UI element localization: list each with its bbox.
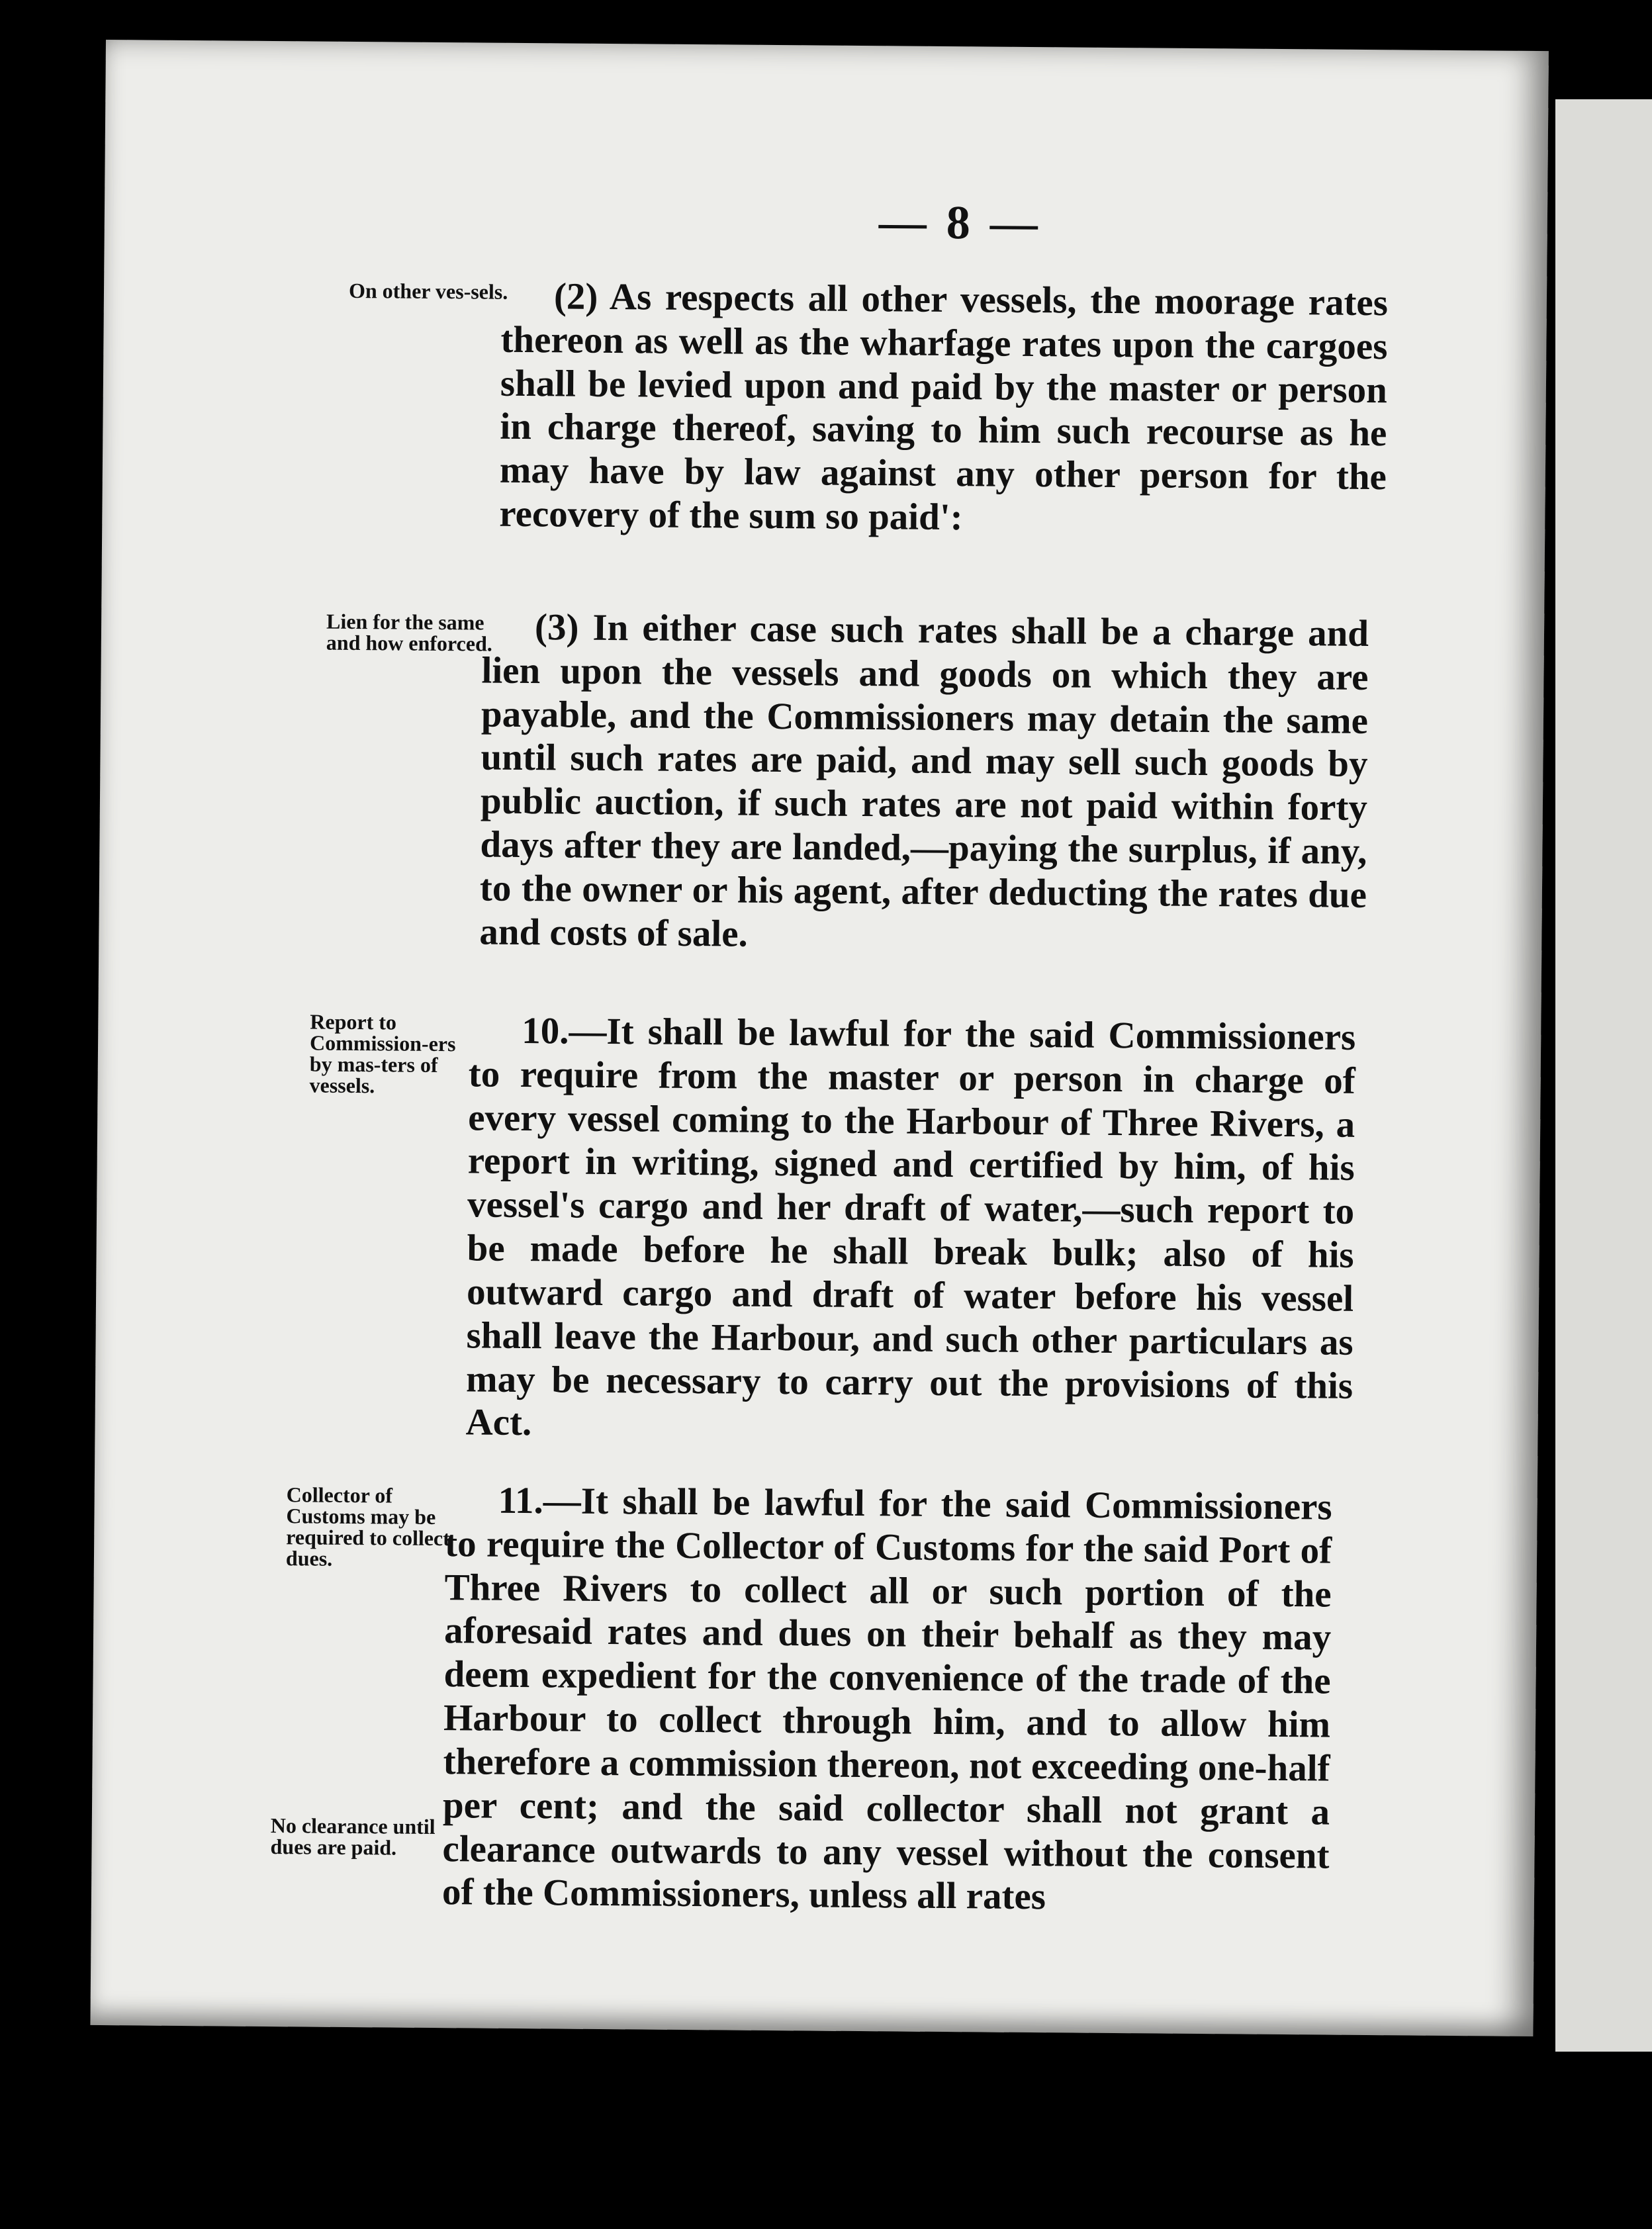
margin-note-other-vessels: On other ves-sels. (348, 278, 508, 304)
margin-note-no-clearance: No clearance until dues are paid. (270, 1813, 436, 1860)
paragraph-section-11: 11.—It shall be lawful for the said Commissioners to require the Collector of Customs for the said Port of Three Rivers to collect all or such portion of the aforesaid rates and dues on their behalf as they may deem expedient for the convenience of the trade of the Harbour to collect through him, and to allow him therefore a commission thereon, not exceeding one-half per cent; and the said collector shall not grant a clearance outwards to any vessel without the consent of the Commissioners, unless all rates (441, 1479, 1332, 1918)
paragraph-section-10: 10.—It shall be lawful for the said Commissioners to require from the master or person in charge of every vessel coming to the Harbour of Three Rivers, a report in writing, signed and certified by him, of his vessel's cargo and her draft of water,—such report to be made before he shall break bulk; also of his outward cargo and draft of water before his vessel shall leave the Harbour, and such other particulars as may be necessary to carry out the provisions of this Act. (465, 1009, 1356, 1444)
margin-note-collector: Collector of Customs may be required to collect dues. (285, 1482, 451, 1570)
page-number: — 8 — (878, 195, 1042, 250)
paragraph-lien: (3) In either case such rates shall be a charge and lien upon the vessels and goods on which they are payable, and the Commissioners may detain the same until such rates are paid, and may sell such goods by public auction, if such rates are not paid within forty days after they are landed,—paying the surplus, if any, to the owner or his agent, after deducting the rates due and costs of sale. (479, 606, 1369, 955)
paragraph-other-vessels: (2) As respects all other vessels, the moorage rates thereon as well as the wharfage rates upon the cargoes shall be levied upon and paid by the master or person in charge thereof, saving to him such recourse as he may have by law against any other person for the recovery of the sum so paid': (499, 275, 1389, 539)
margin-note-lien: Lien for the same and how enforced. (326, 609, 492, 656)
margin-note-report: Report to Commission-ers by mas-ters of vessels. (309, 1009, 456, 1098)
adjacent-page-edge (1555, 99, 1652, 2052)
document-page (90, 40, 1548, 2036)
